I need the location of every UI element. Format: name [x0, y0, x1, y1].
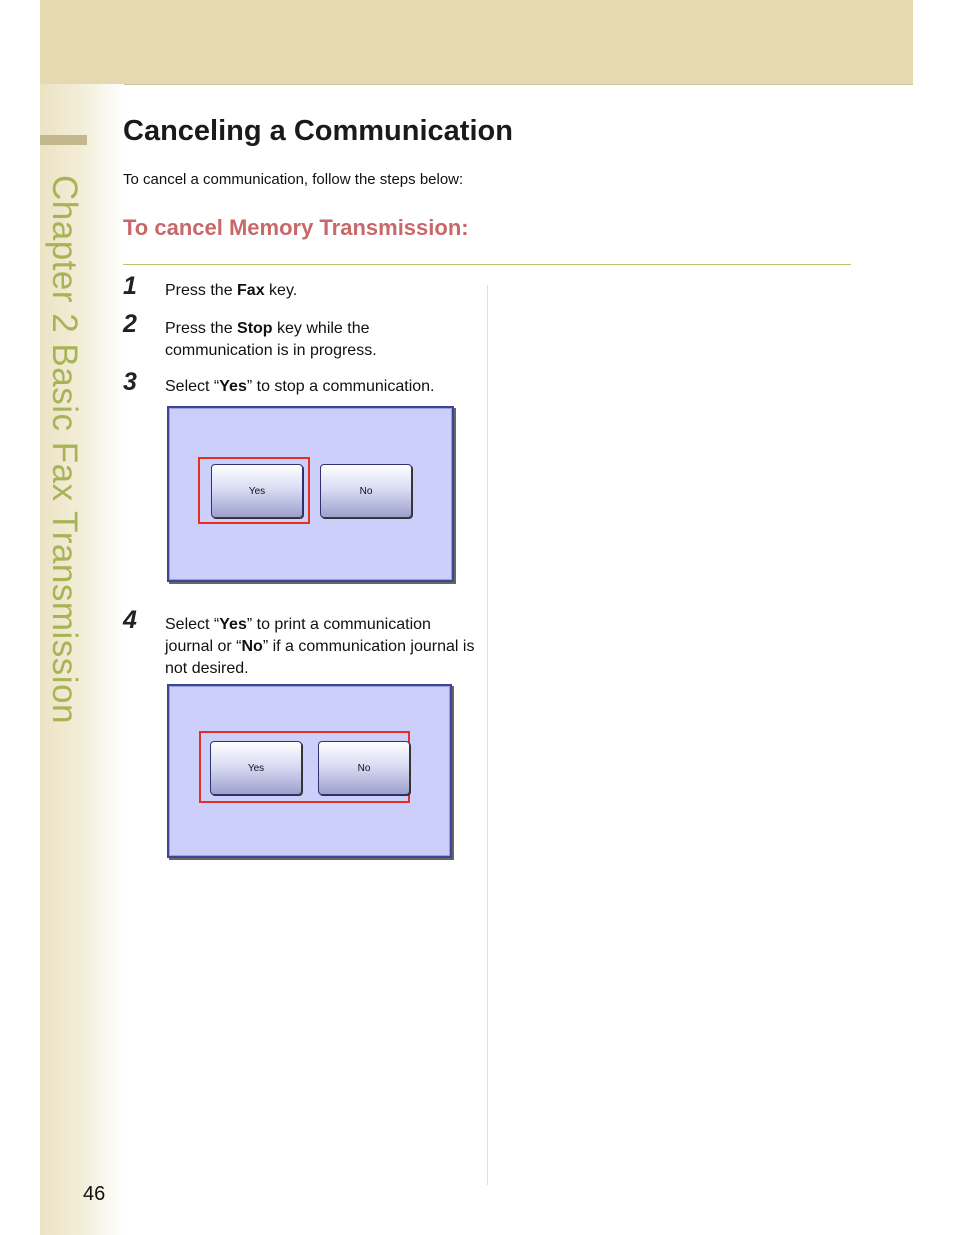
column-divider — [487, 285, 488, 1185]
screen-1-panel — [167, 406, 454, 582]
step-4-text-mid: ” to print a communication journal or “ — [165, 616, 431, 655]
intro-text: To cancel a communication, follow the steps below: — [123, 171, 464, 188]
step-1-text — [165, 280, 475, 302]
step-2-number: 2 — [123, 310, 137, 338]
step-3-number: 3 — [123, 368, 137, 396]
step-4-option-no: No — [241, 638, 263, 655]
step-2-text — [165, 318, 475, 362]
page-number: 46 — [83, 1183, 106, 1205]
step-1-number: 1 — [123, 272, 137, 300]
step-2-key: Stop — [237, 320, 273, 337]
step-2-text-post: key while the communication is in progress. — [165, 320, 377, 359]
step-3-text — [165, 376, 475, 398]
step-4-option-yes: Yes — [219, 616, 247, 633]
screen-1-no-button[interactable]: No — [320, 464, 412, 518]
step-4-number: 4 — [123, 606, 137, 634]
step-3-option: Yes — [219, 378, 247, 395]
step-4-text-pre: Select “ — [165, 616, 220, 633]
screen-2-yes-button[interactable]: Yes — [210, 741, 302, 795]
step-1-key: Fax — [237, 282, 265, 299]
screen-2-no-button[interactable]: No — [318, 741, 410, 795]
step-3-text-pre: Select “ — [165, 378, 220, 395]
step-3-text-post: ” to stop a communication. — [246, 378, 435, 395]
screen-2-panel — [167, 684, 452, 858]
chapter-tab-marker — [40, 135, 87, 145]
step-1-text-pre: Press the — [165, 282, 238, 299]
header-band — [40, 0, 913, 85]
page-title: Canceling a Communication — [123, 115, 513, 147]
chapter-label: Chapter 2 Basic Fax Transmission — [45, 175, 84, 724]
section-heading: To cancel Memory Transmission: — [123, 215, 469, 240]
section-divider — [123, 264, 851, 265]
step-2-text-pre: Press the — [165, 320, 238, 337]
step-4-text-post: ” if a communication journal is not desired. — [165, 638, 475, 677]
step-4-text — [165, 614, 475, 680]
step-1-text-post: key. — [264, 282, 298, 299]
screen-1-yes-button[interactable]: Yes — [211, 464, 303, 518]
